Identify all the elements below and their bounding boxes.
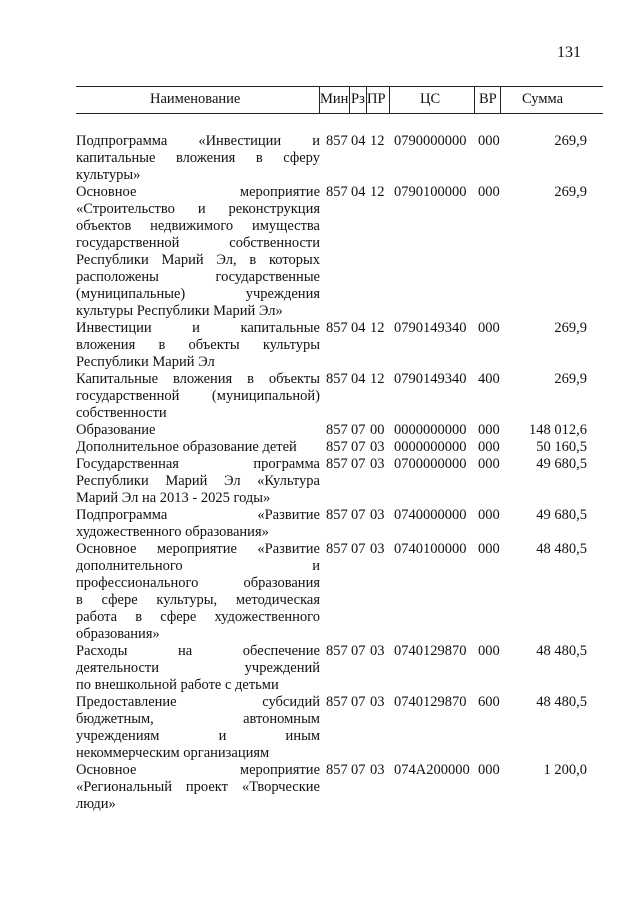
header-cs: ЦС xyxy=(420,91,441,107)
row-cs: 0740129870 xyxy=(394,643,467,659)
row-name-line: государственной (муниципальной) xyxy=(76,388,320,404)
row-name-line: дополнительного и xyxy=(76,558,320,574)
row-name xyxy=(76,422,320,439)
row-name-line: собственности xyxy=(76,405,167,421)
row-cs: 0740100000 xyxy=(394,541,467,557)
row-name-line: культуры Республики Марий Эл» xyxy=(76,303,283,319)
header-divider xyxy=(349,87,350,113)
row-sum: 49 680,5 xyxy=(536,507,587,523)
budget-table xyxy=(76,86,603,813)
row-name-line: некоммерческим организациям xyxy=(76,745,270,761)
row-cs: 0740129870 xyxy=(394,694,467,710)
row-min: 857 xyxy=(326,541,348,557)
row-name-line: Республики Марий Эл, в которых xyxy=(76,252,320,268)
row-vr: 000 xyxy=(478,541,500,557)
table-row xyxy=(76,184,603,320)
row-name xyxy=(76,643,320,694)
row-min: 857 xyxy=(326,643,348,659)
row-name xyxy=(76,184,320,320)
row-name-line: «Региональный проект «Творческие xyxy=(76,779,320,795)
table-row xyxy=(76,320,603,371)
row-cs: 0790149340 xyxy=(394,371,467,387)
row-pr: 12 xyxy=(370,371,385,387)
row-pr: 12 xyxy=(370,133,385,149)
header-vr: ВР xyxy=(479,91,497,107)
row-name-line: Республики Марий Эл «Культура xyxy=(76,473,320,489)
row-sum: 50 160,5 xyxy=(536,439,587,455)
row-name-line: Дополнительное образование детей xyxy=(76,439,297,455)
row-pr: 03 xyxy=(370,762,385,778)
row-cs: 074А200000 xyxy=(394,762,470,778)
row-min: 857 xyxy=(326,184,348,200)
row-pr: 12 xyxy=(370,184,385,200)
row-sum: 148 012,6 xyxy=(529,422,587,438)
row-name-line: художественного образования» xyxy=(76,524,269,540)
row-name-line: Основное мероприятие xyxy=(76,184,320,200)
table-row xyxy=(76,456,603,507)
row-name xyxy=(76,694,320,762)
row-name-line: Марий Эл на 2013 - 2025 годы» xyxy=(76,490,271,506)
row-min: 857 xyxy=(326,507,348,523)
row-rz: 07 xyxy=(351,456,366,472)
row-cs: 0700000000 xyxy=(394,456,467,472)
table-row xyxy=(76,507,603,541)
row-rz: 07 xyxy=(351,643,366,659)
row-name-line: Подпрограмма «Инвестиции и xyxy=(76,133,320,149)
row-vr: 600 xyxy=(478,694,500,710)
row-rz: 07 xyxy=(351,541,366,557)
table-row xyxy=(76,541,603,643)
row-min: 857 xyxy=(326,439,348,455)
row-name-line: Капитальные вложения в объекты xyxy=(76,371,320,387)
row-pr: 03 xyxy=(370,643,385,659)
row-sum: 269,9 xyxy=(554,184,587,200)
table-row xyxy=(76,439,603,456)
row-name xyxy=(76,133,320,184)
row-name-line: расположены государственные xyxy=(76,269,320,285)
row-sum: 1 200,0 xyxy=(543,762,587,778)
table-row xyxy=(76,643,603,694)
row-name-line: бюджетным, автономным xyxy=(76,711,320,727)
row-name-line: капитальные вложения в сферу xyxy=(76,150,320,166)
row-vr: 000 xyxy=(478,439,500,455)
row-cs: 0790100000 xyxy=(394,184,467,200)
row-name-line: работа в сфере художественного xyxy=(76,609,320,625)
row-rz: 04 xyxy=(351,184,366,200)
row-name-line: образования» xyxy=(76,626,160,642)
page-number: 131 xyxy=(557,44,581,61)
row-rz: 04 xyxy=(351,320,366,336)
row-rz: 04 xyxy=(351,371,366,387)
header-sum: Сумма xyxy=(522,91,564,107)
row-name-line: люди» xyxy=(76,796,116,812)
row-sum: 269,9 xyxy=(554,320,587,336)
row-cs: 0790000000 xyxy=(394,133,467,149)
row-vr: 000 xyxy=(478,762,500,778)
table-row xyxy=(76,133,603,184)
row-name-line: Государственная программа xyxy=(76,456,320,472)
row-name-line: государственной собственности xyxy=(76,235,320,251)
row-name-line: объектов недвижимого имущества xyxy=(76,218,320,234)
header-name: Наименование xyxy=(150,91,241,107)
row-name-line: Подпрограмма «Развитие xyxy=(76,507,320,523)
row-name xyxy=(76,507,320,541)
row-pr: 00 xyxy=(370,422,385,438)
row-pr: 03 xyxy=(370,694,385,710)
row-name-line: по внешкольной работе с детьми xyxy=(76,677,279,693)
row-name-line: Образование xyxy=(76,422,156,438)
row-vr: 000 xyxy=(478,643,500,659)
table-row xyxy=(76,422,603,439)
row-name xyxy=(76,456,320,507)
header-divider xyxy=(500,87,501,113)
row-vr: 000 xyxy=(478,507,500,523)
row-sum: 269,9 xyxy=(554,133,587,149)
row-name-line: «Строительство и реконструкция xyxy=(76,201,320,217)
row-name-line: Инвестиции и капитальные xyxy=(76,320,320,336)
header-divider xyxy=(474,87,475,113)
table-body xyxy=(76,133,603,813)
row-name-line: Предоставление субсидий xyxy=(76,694,320,710)
row-rz: 07 xyxy=(351,762,366,778)
row-pr: 12 xyxy=(370,320,385,336)
row-name-line: Основное мероприятие xyxy=(76,762,320,778)
header-pr: ПР xyxy=(367,91,386,107)
row-pr: 03 xyxy=(370,507,385,523)
row-name-line: Расходы на обеспечение xyxy=(76,643,320,659)
table-row xyxy=(76,371,603,422)
row-rz: 07 xyxy=(351,507,366,523)
row-min: 857 xyxy=(326,371,348,387)
row-name xyxy=(76,439,320,456)
row-cs: 0000000000 xyxy=(394,439,467,455)
row-cs: 0000000000 xyxy=(394,422,467,438)
row-name-line: вложения в объекты культуры xyxy=(76,337,320,353)
row-min: 857 xyxy=(326,694,348,710)
row-rz: 07 xyxy=(351,422,366,438)
row-min: 857 xyxy=(326,762,348,778)
row-name-line: Основное мероприятие «Развитие xyxy=(76,541,320,557)
row-sum: 49 680,5 xyxy=(536,456,587,472)
table-row xyxy=(76,694,603,762)
row-rz: 04 xyxy=(351,133,366,149)
row-vr: 000 xyxy=(478,184,500,200)
row-min: 857 xyxy=(326,320,348,336)
row-vr: 000 xyxy=(478,422,500,438)
row-name xyxy=(76,762,320,813)
table-header xyxy=(76,86,603,114)
row-name-line: (муниципальные) учреждения xyxy=(76,286,320,302)
row-name xyxy=(76,320,320,371)
row-pr: 03 xyxy=(370,456,385,472)
row-name-line: деятельности учреждений xyxy=(76,660,320,676)
row-name-line: в сфере культуры, методическая xyxy=(76,592,320,608)
row-vr: 000 xyxy=(478,456,500,472)
row-name xyxy=(76,541,320,643)
header-divider xyxy=(389,87,390,113)
row-name-line: культуры» xyxy=(76,167,141,183)
row-vr: 000 xyxy=(478,320,500,336)
row-vr: 400 xyxy=(478,371,500,387)
row-vr: 000 xyxy=(478,133,500,149)
row-sum: 48 480,5 xyxy=(536,694,587,710)
row-sum: 48 480,5 xyxy=(536,643,587,659)
header-min: Мин xyxy=(320,91,349,107)
row-sum: 48 480,5 xyxy=(536,541,587,557)
row-min: 857 xyxy=(326,422,348,438)
row-name-line: учреждениям и иным xyxy=(76,728,320,744)
row-name-line: Республики Марий Эл xyxy=(76,354,215,370)
header-rz: Рз xyxy=(351,91,365,107)
row-pr: 03 xyxy=(370,439,385,455)
row-name xyxy=(76,371,320,422)
row-rz: 07 xyxy=(351,439,366,455)
row-min: 857 xyxy=(326,456,348,472)
row-cs: 0790149340 xyxy=(394,320,467,336)
table-row xyxy=(76,762,603,813)
row-pr: 03 xyxy=(370,541,385,557)
row-rz: 07 xyxy=(351,694,366,710)
row-sum: 269,9 xyxy=(554,371,587,387)
row-min: 857 xyxy=(326,133,348,149)
row-name-line: профессионального образования xyxy=(76,575,320,591)
row-cs: 0740000000 xyxy=(394,507,467,523)
